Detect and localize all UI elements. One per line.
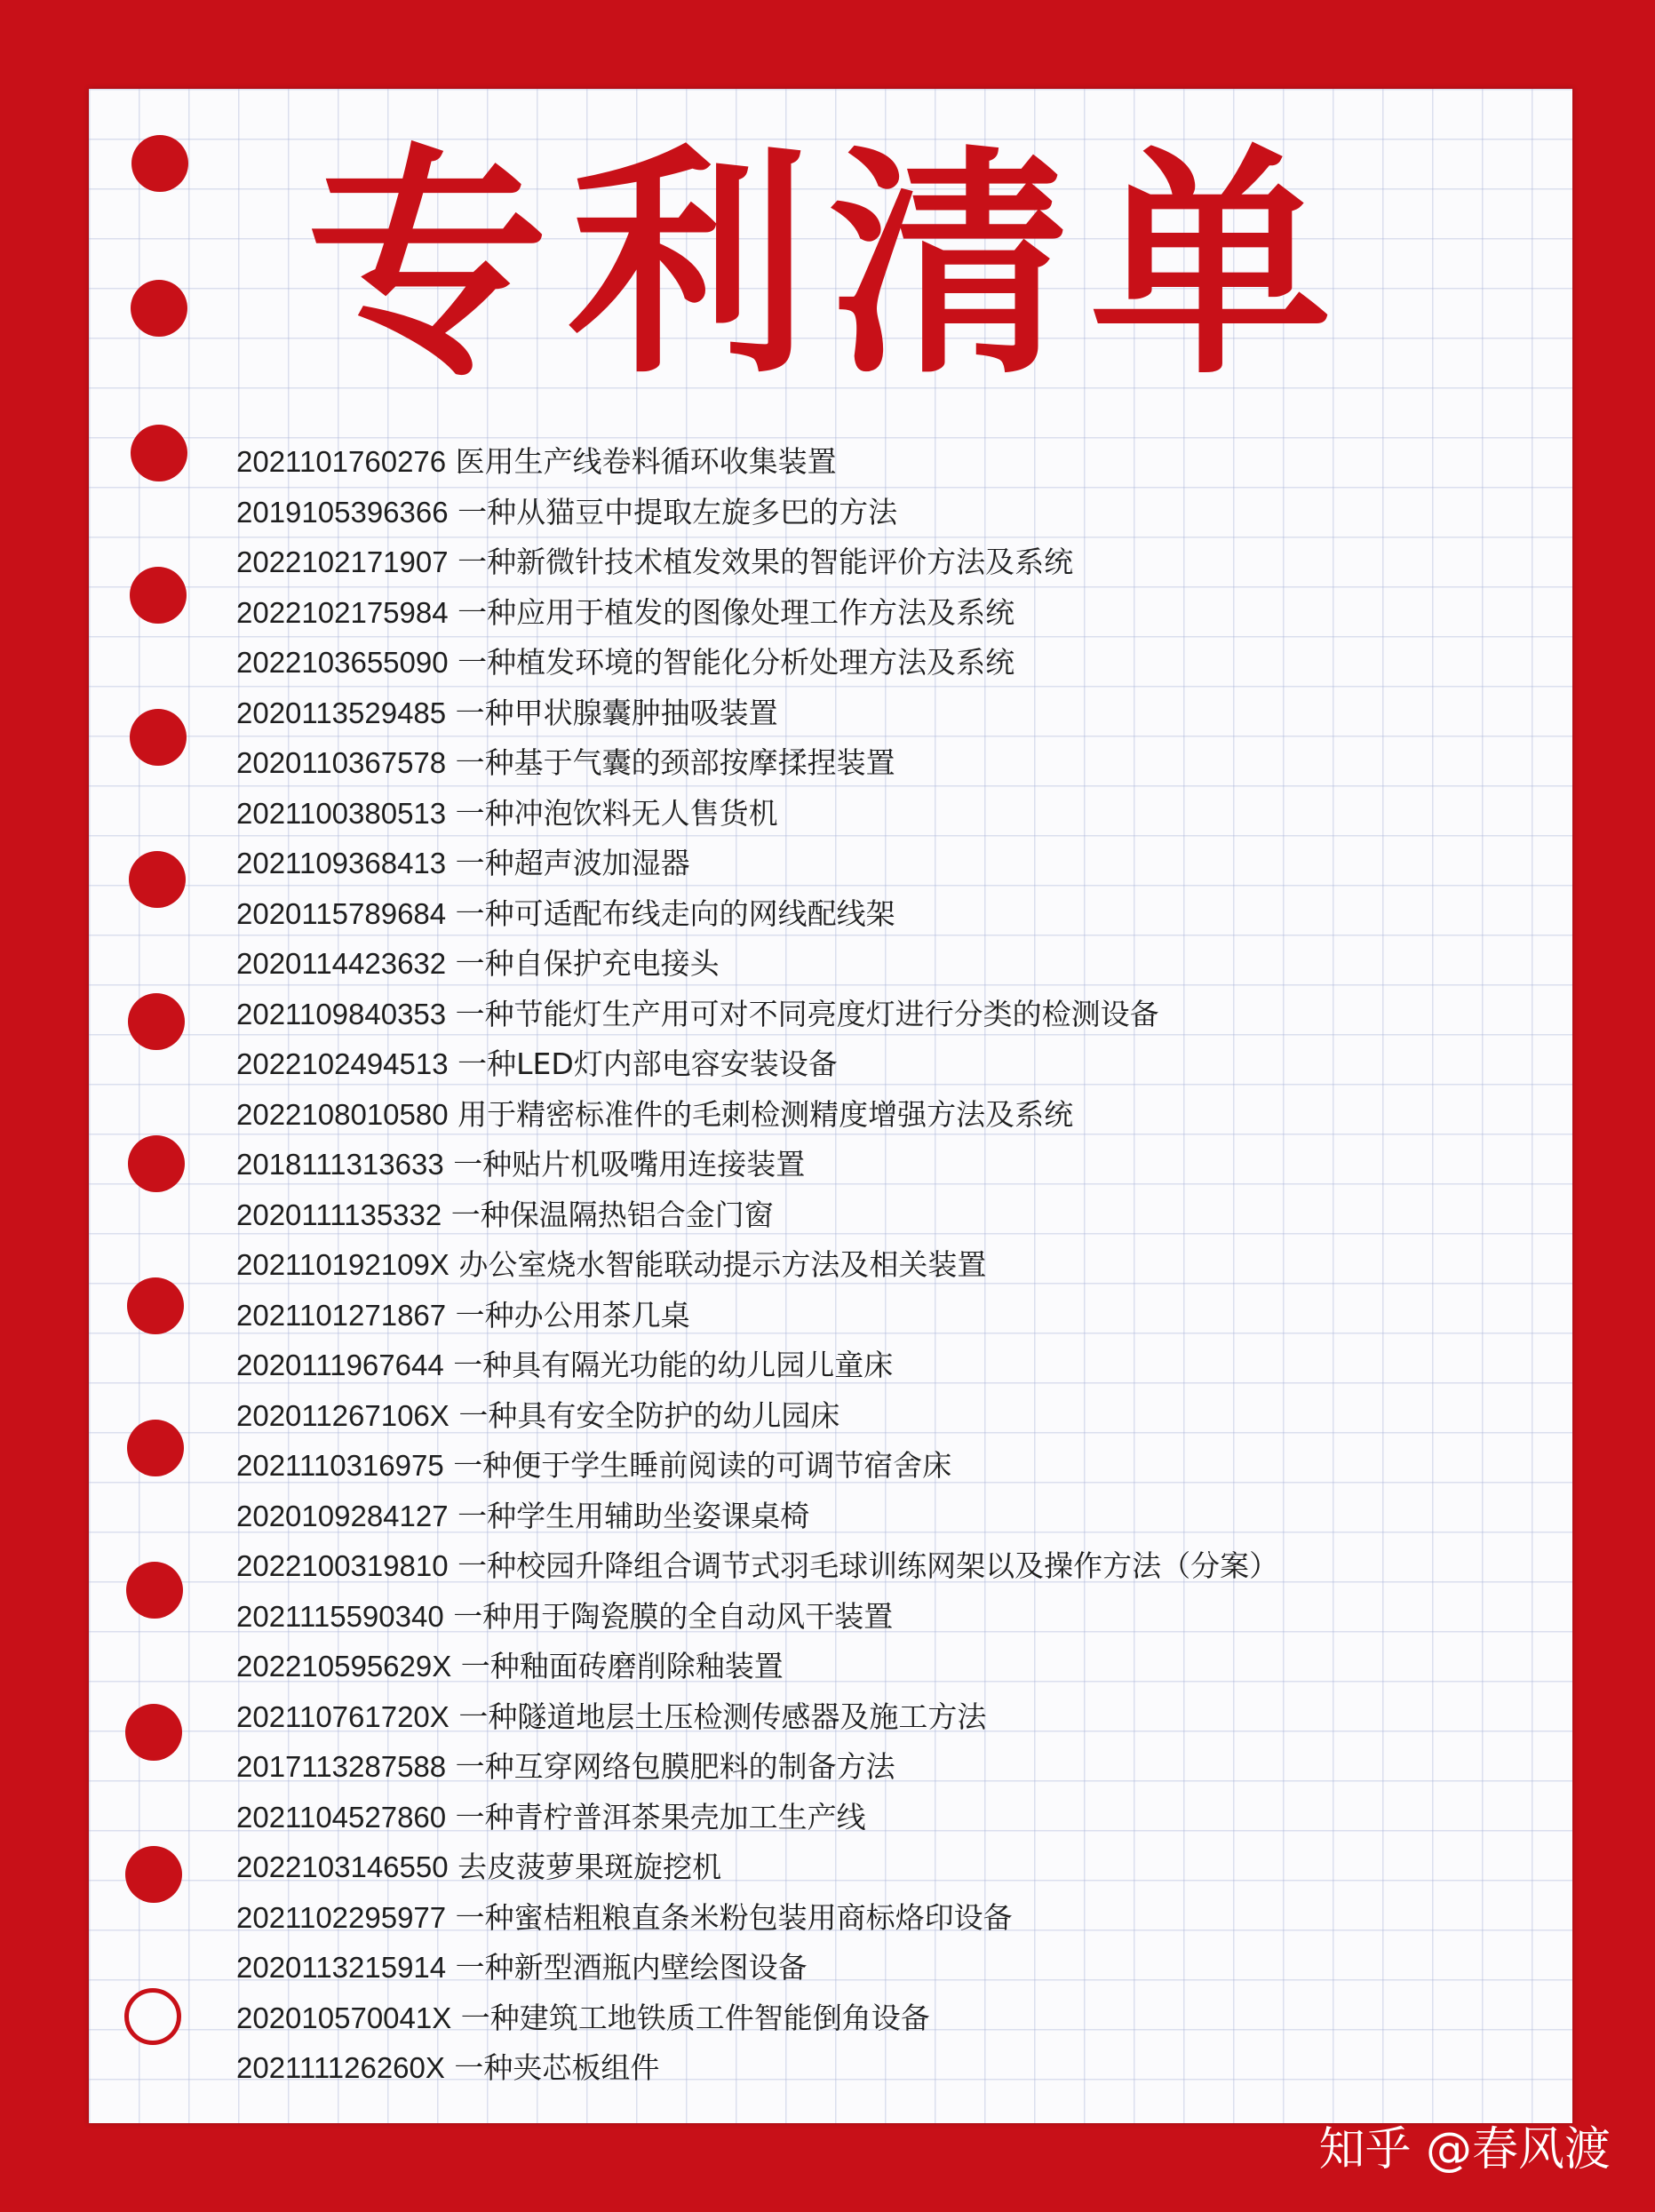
page-title: 专利清单: [306, 126, 1351, 407]
patent-item: [236, 588, 1278, 639]
patent-name: 一种保温隔热铝合金门窗: [450, 1197, 774, 1232]
binder-hole: [129, 851, 186, 908]
binder-hole: [124, 1988, 181, 2045]
patent-number: 2022108010580: [236, 1097, 449, 1131]
patent-item: [236, 939, 1278, 990]
patent-name: 一种冲泡饮料无人售货机: [455, 795, 778, 831]
patent-name: 一种超声波加湿器: [455, 846, 690, 880]
patent-item: [236, 1039, 1278, 1090]
patent-name: 一种贴片机吸嘴用连接装置: [453, 1147, 806, 1182]
binder-hole: [131, 280, 187, 337]
patent-item: [236, 1642, 1278, 1692]
patent-number: 2017113287588: [236, 1750, 447, 1783]
patent-number: 2020113215914: [236, 1951, 447, 1984]
patent-name: 一种具有安全防护的幼儿园床: [458, 1397, 840, 1433]
patent-number: 2020114423632: [236, 947, 447, 980]
patent-name: 一种校园升降组合调节式羽毛球训练网架以及操作方法（分案）: [458, 1548, 1279, 1583]
patent-item: [236, 839, 1278, 889]
patent-item: [236, 688, 1278, 739]
patent-item: [236, 889, 1278, 940]
patent-number: 2021102295977: [236, 1900, 447, 1934]
patent-item: [236, 2043, 1278, 2094]
patent-number: 2022102171907: [236, 545, 449, 578]
patent-number: 202011267106X: [236, 1398, 450, 1432]
patent-number: 202111126260X: [236, 2051, 445, 2084]
patent-name: 一种可适配布线走向的网线配线架: [455, 895, 895, 931]
patent-name: 一种自保护充电接头: [455, 946, 720, 981]
patent-name: 一种釉面砖磨削除釉装置: [460, 1649, 784, 1683]
binder-hole: [127, 1420, 184, 1476]
patent-name: 一种学生用辅助坐姿课桌椅: [458, 1498, 810, 1533]
patent-name: 医用生产线卷料循环收集装置: [455, 444, 837, 479]
patent-item: [236, 1893, 1278, 1944]
patent-number: 202110761720X: [236, 1699, 450, 1733]
patent-name: 一种用于陶瓷膜的全自动风干装置: [453, 1598, 894, 1634]
patent-name: 一种夹芯板组件: [454, 2050, 660, 2085]
patent-item: [236, 1492, 1278, 1542]
binder-hole: [130, 709, 187, 766]
patent-name: 一种具有隔光功能的幼儿园儿童床: [453, 1348, 894, 1382]
patent-number: 2021104527860: [236, 1800, 447, 1834]
patent-number: 2021115590340: [236, 1599, 444, 1633]
binder-hole: [127, 1277, 184, 1334]
binder-hole: [125, 1846, 182, 1903]
patent-name: 一种青柠普洱茶果壳加工生产线: [455, 1799, 866, 1834]
patent-item: [236, 1993, 1278, 2044]
patent-name: 一种基于气囊的颈部按摩揉捏装置: [455, 745, 895, 780]
patent-name: 一种建筑工地铁质工件智能倒角设备: [460, 2000, 930, 2035]
patent-list: [236, 437, 1278, 2094]
patent-item: [236, 1692, 1278, 1743]
patent-name: 一种植发环境的智能化分析处理方法及系统: [458, 645, 1015, 680]
patent-number: 2020110367578: [236, 746, 447, 779]
patent-number: 2020111135332: [236, 1198, 442, 1231]
patent-number: 2020113529485: [236, 696, 447, 729]
patent-name: 用于精密标准件的毛刺检测精度增强方法及系统: [458, 1096, 1074, 1132]
binder-hole: [125, 1704, 182, 1761]
patent-item: [236, 789, 1278, 839]
patent-number: 2022103146550: [236, 1850, 449, 1883]
patent-item: [236, 1140, 1278, 1190]
patent-item: [236, 1090, 1278, 1141]
patent-item: [236, 738, 1278, 789]
patent-name: 一种隧道地层土压检测传感器及施工方法: [458, 1699, 987, 1734]
patent-number: 2020111967644: [236, 1349, 444, 1381]
patent-number: 202110192109X: [236, 1248, 450, 1281]
patent-number: 2021109368413: [236, 847, 447, 879]
patent-item: [236, 1391, 1278, 1442]
patent-item: [236, 1592, 1278, 1643]
patent-item: [236, 1842, 1278, 1893]
patent-name: 一种从猫豆中提取左旋多巴的方法: [458, 494, 898, 529]
patent-name: 一种新型酒瓶内壁绘图设备: [455, 1950, 808, 1985]
patent-name: 一种新微针技术植发效果的智能评价方法及系统: [458, 545, 1074, 579]
patent-number: 2020115789684: [236, 896, 447, 930]
patent-item: [236, 1441, 1278, 1492]
patent-number: 2021101271867: [236, 1298, 447, 1332]
patent-number: 202210595629X: [236, 1650, 452, 1683]
patent-name: 一种节能灯生产用可对不同亮度灯进行分类的检测设备: [455, 996, 1159, 1031]
patent-item: [236, 1240, 1278, 1291]
binder-hole: [128, 993, 185, 1050]
patent-item: [236, 488, 1278, 538]
patent-item: [236, 1742, 1278, 1793]
patent-number: 2019105396366: [236, 495, 449, 529]
patent-item: [236, 1341, 1278, 1391]
patent-name: 一种便于学生睡前阅读的可调节宿舍床: [453, 1448, 952, 1483]
patent-item: [236, 537, 1278, 588]
binder-hole: [131, 135, 188, 192]
patent-item: [236, 638, 1278, 688]
patent-name: 去皮菠萝果斑旋挖机: [458, 1850, 722, 1884]
watermark: 知乎 @春风渡: [1318, 2123, 1611, 2176]
binder-hole: [128, 1135, 185, 1192]
patent-name: 办公室烧水智能联动提示方法及相关装置: [458, 1247, 987, 1282]
binder-hole: [131, 425, 187, 481]
patent-item: [236, 1793, 1278, 1843]
patent-item: [236, 1943, 1278, 1993]
patent-number: 2022100319810: [236, 1549, 449, 1582]
binder-hole: [126, 1562, 183, 1619]
patent-item: [236, 437, 1278, 488]
patent-number: 2020109284127: [236, 1499, 449, 1532]
patent-name: 一种LED灯内部电容安装设备: [458, 1046, 838, 1081]
patent-name: 一种蜜桔粗粮直条米粉包装用商标烙印设备: [455, 1899, 1013, 1935]
patent-item: [236, 1291, 1278, 1341]
patent-number: 2021110316975: [236, 1449, 444, 1482]
patent-item: [236, 1190, 1278, 1241]
patent-item: [236, 1541, 1278, 1592]
patent-number: 2018111313633: [236, 1148, 444, 1181]
patent-number: 2021109840353: [236, 997, 447, 1030]
patent-number: 2021101760276: [236, 445, 447, 478]
patent-name: 一种办公用茶几桌: [455, 1297, 690, 1333]
patent-number: 2022103655090: [236, 646, 449, 679]
patent-number: 2022102494513: [236, 1047, 449, 1080]
patent-name: 一种甲状腺囊肿抽吸装置: [455, 695, 778, 730]
patent-number: 2021100380513: [236, 796, 447, 830]
patent-name: 一种应用于植发的图像处理工作方法及系统: [458, 594, 1015, 630]
patent-item: [236, 990, 1278, 1040]
patent-name: 一种互穿网络包膜肥料的制备方法: [455, 1749, 895, 1784]
binder-hole: [130, 567, 187, 624]
patent-number: 2022102175984: [236, 595, 449, 629]
patent-number: 202010570041X: [236, 2001, 452, 2034]
